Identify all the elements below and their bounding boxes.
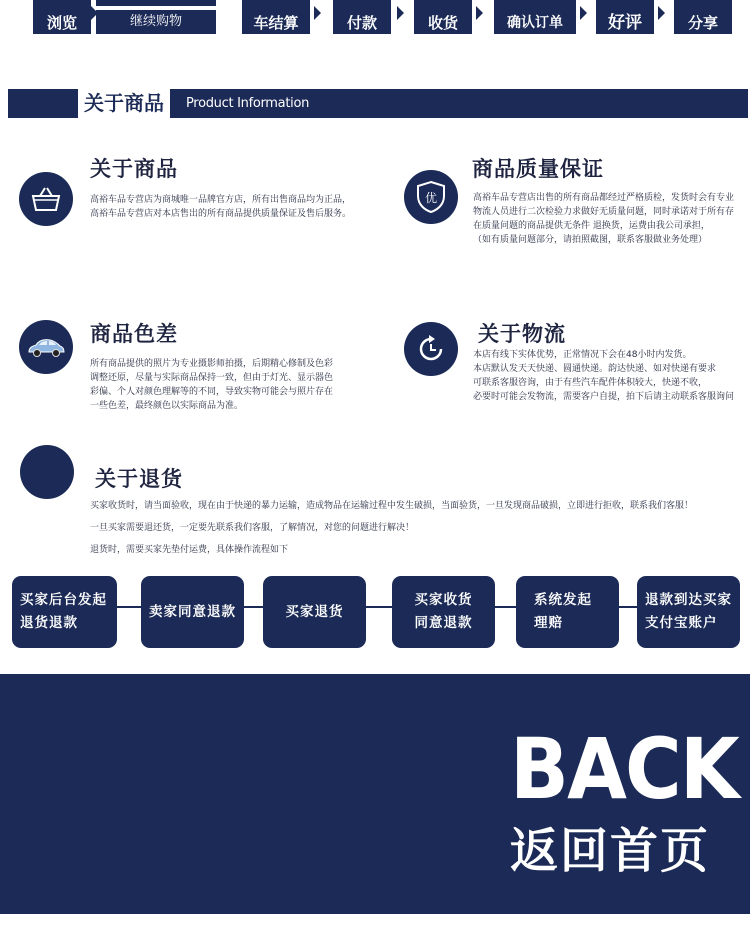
color-diff-title: 商品色差 bbox=[90, 322, 178, 346]
text-line: 物流人员进行二次检验力求做好无质量问题，同时承诺对于所有存 bbox=[473, 207, 735, 217]
text-line: 本店有线下实体优势，正常情况下会在48小时内发货。 bbox=[473, 350, 692, 360]
flow-step-label: 买家后台发起 bbox=[20, 592, 107, 608]
flow-step-4 bbox=[392, 576, 495, 648]
flow-step-label: 买家收货 bbox=[414, 592, 473, 608]
section-title-cn: 关于商品 bbox=[78, 89, 170, 118]
flow-step-label: 系统发起 bbox=[534, 592, 592, 608]
returns-title: 关于退货 bbox=[95, 467, 183, 491]
flow-step-1 bbox=[12, 576, 117, 648]
color-diff-text bbox=[90, 357, 333, 413]
step-browse-label: 浏览 bbox=[46, 14, 77, 32]
back-home-label: 返回首页 bbox=[510, 823, 711, 879]
text-line: 高裕车品专营店对本店售出的所有商品提供质量保证及售后服务。 bbox=[90, 209, 352, 219]
text-line: 本店默认发天天快递、圆通快递。韵达快递、如对快递有要求 bbox=[473, 364, 717, 374]
back-to-home-banner[interactable] bbox=[0, 674, 750, 914]
quality-title: 商品质量保证 bbox=[472, 157, 604, 181]
basket-icon bbox=[19, 172, 73, 226]
step-pay-label: 付款 bbox=[346, 14, 377, 32]
text-line: 所有商品提供的照片为专业摄影师拍摄，后期精心修制及色彩 bbox=[90, 359, 334, 369]
section-header bbox=[8, 89, 748, 118]
step-browse bbox=[33, 0, 91, 34]
flow-step-6 bbox=[637, 576, 740, 648]
text-line: 退货时，需要买家先垫付运费，具体操作流程如下 bbox=[90, 545, 289, 555]
text-line: 高裕车品专营店为商城唯一品牌官方店，所有出售商品均为正品， bbox=[90, 195, 352, 205]
flow-step-label: 退款到达买家 bbox=[645, 592, 732, 608]
quality-text bbox=[473, 191, 734, 247]
text-line: （如有质量问题部分，请拍照截图，联系客服做业务处理） bbox=[473, 235, 708, 245]
step-receive-label: 收货 bbox=[427, 14, 458, 32]
step-continue-top bbox=[96, 0, 216, 6]
step-share bbox=[674, 0, 732, 34]
step-cart-checkout bbox=[242, 0, 310, 34]
flow-step-label: 支付宝账户 bbox=[645, 615, 718, 631]
text-line: 调整还原，尽量与实际商品保持一致，但由于灯光、显示器色 bbox=[90, 373, 334, 383]
flow-step-label: 理赔 bbox=[534, 615, 563, 631]
refresh-icon bbox=[404, 322, 458, 376]
flow-step-2 bbox=[141, 576, 244, 648]
step-confirm-order bbox=[494, 0, 576, 34]
arrow-icon bbox=[397, 6, 404, 20]
continue-shopping-button[interactable]: 继续购物 bbox=[96, 10, 216, 34]
text-line: 在质量问题的商品提供无条件 退换货，运费由我公司承担， bbox=[473, 221, 710, 231]
quality-icon-text: 优 bbox=[424, 191, 438, 205]
returns-text bbox=[90, 500, 693, 556]
step-pay bbox=[333, 0, 391, 34]
flow-step-label: 卖家同意退款 bbox=[149, 603, 236, 620]
flow-step-label: 同意退款 bbox=[414, 615, 473, 631]
returns-circle-icon bbox=[20, 445, 74, 499]
logistics-title: 关于物流 bbox=[478, 322, 566, 346]
logistics-text bbox=[473, 348, 734, 404]
step-receive bbox=[414, 0, 472, 34]
step-review-label: 好评 bbox=[608, 13, 642, 33]
step-share-label: 分享 bbox=[687, 14, 718, 32]
arrow-icon bbox=[658, 6, 665, 20]
flow-step-label: 买家退货 bbox=[285, 603, 344, 620]
quality-shield-icon bbox=[404, 170, 458, 224]
text-line: 一些色差，最终颜色以实际商品为准。 bbox=[90, 401, 244, 411]
arrow-icon bbox=[476, 6, 483, 20]
flow-step-label: 退货退款 bbox=[20, 615, 78, 631]
text-line: 可联系客服咨询，由于有些汽车配件体积较大，快递不收， bbox=[473, 378, 708, 388]
about-product-text bbox=[90, 193, 351, 221]
arrow-icon bbox=[314, 6, 321, 20]
step-review bbox=[596, 0, 654, 34]
step-confirm-label: 确认订单 bbox=[507, 15, 563, 31]
flow-step-5 bbox=[516, 576, 619, 648]
back-label: BACK bbox=[510, 720, 738, 818]
about-product-title: 关于商品 bbox=[90, 157, 178, 181]
section-title-en: Product Information bbox=[186, 96, 310, 111]
flow-step-3 bbox=[263, 576, 366, 648]
text-line: 必要时可能会发物流，需要客户自提，拍下后请主动联系客服询问 bbox=[473, 392, 735, 402]
text-line: 买家收货时，请当面验收，现在由于快递的暴力运输，造成物品在运输过程中发生破损，当面验货，一旦发现商品破损，立即进行拒收，联系我们客服！ bbox=[90, 501, 694, 511]
car-icon bbox=[19, 320, 73, 374]
step-cart-label: 车结算 bbox=[253, 14, 299, 32]
text-line: 彩偏、个人对颜色理解等的不同，导致实物可能会与照片存在 bbox=[90, 387, 334, 397]
text-line: 一旦买家需要退还货，一定要先联系我们客服，了解情况，对您的问题进行解决！ bbox=[90, 523, 415, 533]
text-line: 高裕车品专营店出售的所有商品都经过严格质检，发货时会有专业 bbox=[473, 193, 735, 203]
arrow-icon bbox=[580, 6, 587, 20]
